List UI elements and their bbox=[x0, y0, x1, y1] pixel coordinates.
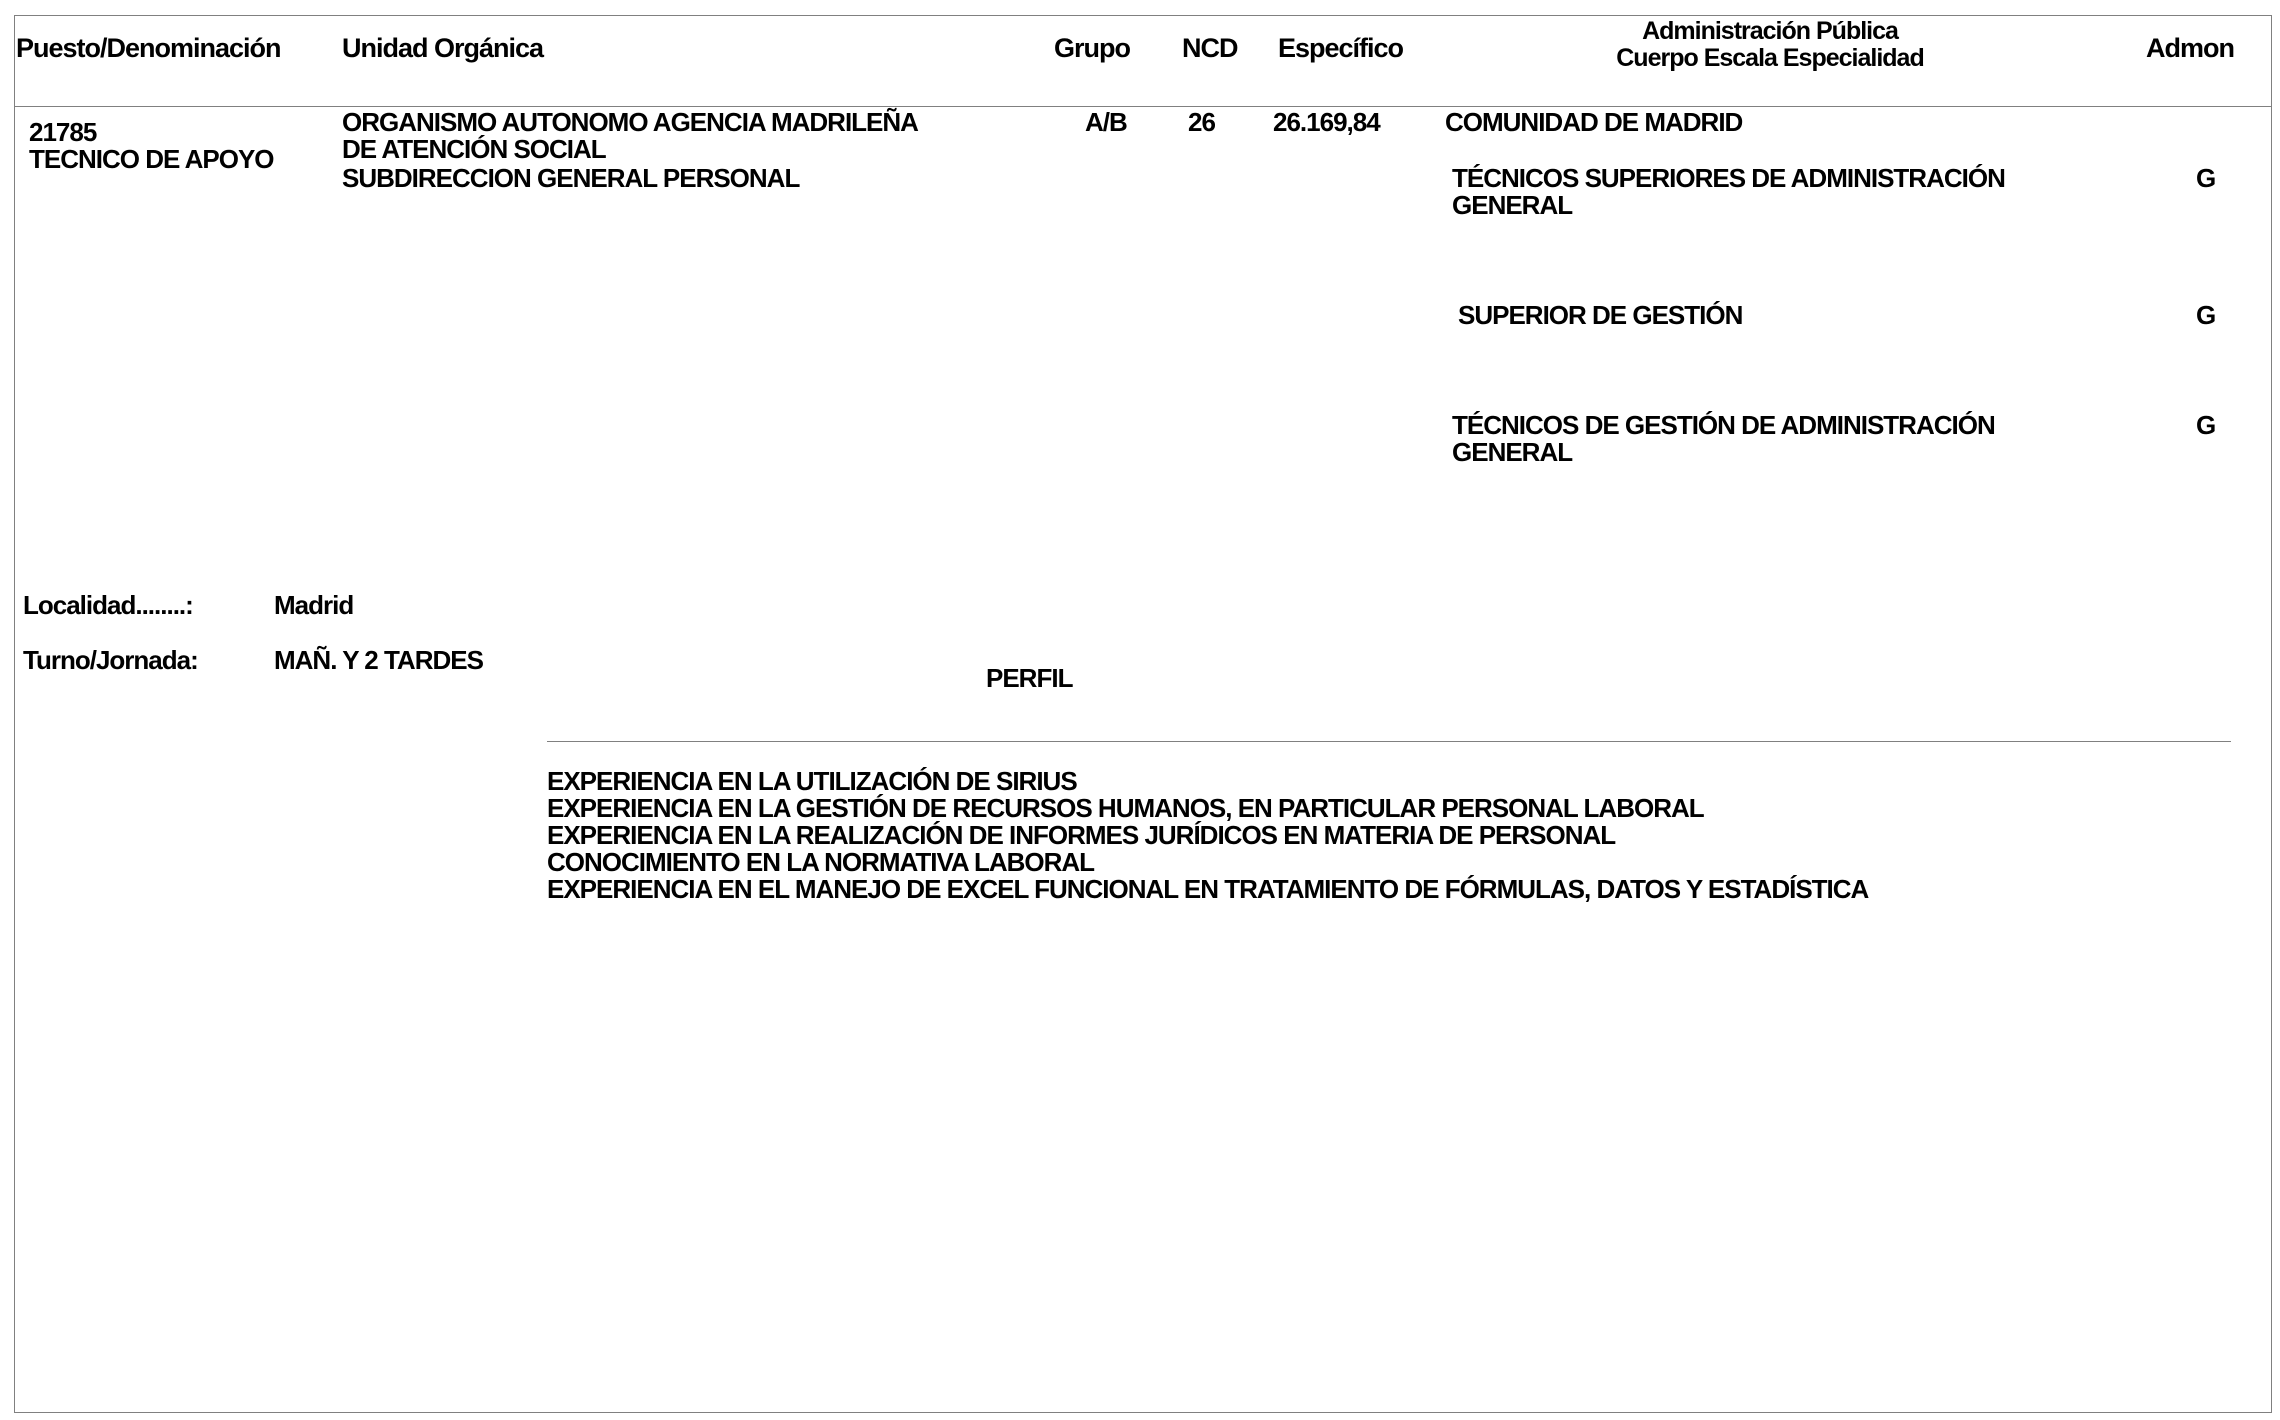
position-code: 21785 bbox=[29, 117, 97, 147]
header-especifico: Específico bbox=[1278, 33, 1404, 63]
position-title: TECNICO DE APOYO bbox=[29, 144, 274, 174]
unit-line: DE ATENCIÓN SOCIAL bbox=[342, 134, 606, 164]
unit-line: ORGANISMO AUTONOMO AGENCIA MADRILEÑA bbox=[342, 107, 918, 137]
perfil-item: EXPERIENCIA EN LA GESTIÓN DE RECURSOS HUMANOS, EN PARTICULAR PERSONAL LABORAL bbox=[547, 793, 1704, 823]
header-cuerpo-escala: Cuerpo Escala Especialidad bbox=[1616, 44, 1924, 72]
grupo-value: A/B bbox=[1085, 107, 1127, 137]
cuerpo-line: GENERAL bbox=[1452, 190, 1573, 220]
header-admon: Admon bbox=[2146, 33, 2234, 63]
document-frame bbox=[14, 15, 2272, 1413]
cuerpo-admon: G bbox=[2196, 300, 2216, 330]
header-ncd: NCD bbox=[1182, 33, 1238, 63]
perfil-item: EXPERIENCIA EN LA REALIZACIÓN DE INFORMES JURÍDICOS EN MATERIA DE PERSONAL bbox=[547, 820, 1616, 850]
localidad-label: Localidad........: bbox=[23, 590, 193, 620]
cuerpo-line: TÉCNICOS DE GESTIÓN DE ADMINISTRACIÓN bbox=[1452, 410, 1995, 440]
turno-value: MAÑ. Y 2 TARDES bbox=[274, 645, 483, 675]
cuerpo-line: SUPERIOR DE GESTIÓN bbox=[1458, 300, 1743, 330]
perfil-item: EXPERIENCIA EN EL MANEJO DE EXCEL FUNCIONAL EN TRATAMIENTO DE FÓRMULAS, DATOS Y ESTADÍSTICA bbox=[547, 874, 1869, 904]
perfil-divider bbox=[547, 741, 2231, 742]
cuerpo-admon: G bbox=[2196, 410, 2216, 440]
unit-line: SUBDIRECCION GENERAL PERSONAL bbox=[342, 163, 800, 193]
perfil-item: EXPERIENCIA EN LA UTILIZACIÓN DE SIRIUS bbox=[547, 766, 1077, 796]
header-unidad: Unidad Orgánica bbox=[342, 33, 544, 63]
cuerpo-admon: G bbox=[2196, 163, 2216, 193]
header-puesto: Puesto/Denominación bbox=[16, 33, 281, 63]
perfil-item: CONOCIMIENTO EN LA NORMATIVA LABORAL bbox=[547, 847, 1095, 877]
header-grupo: Grupo bbox=[1054, 33, 1130, 63]
cuerpo-line: GENERAL bbox=[1452, 437, 1573, 467]
administracion-value: COMUNIDAD DE MADRID bbox=[1445, 107, 1743, 137]
turno-label: Turno/Jornada: bbox=[23, 645, 198, 675]
ncd-value: 26 bbox=[1188, 107, 1215, 137]
especifico-value: 26.169,84 bbox=[1273, 107, 1380, 137]
header-admin-publica: Administración Pública bbox=[1642, 17, 1898, 45]
cuerpo-line: TÉCNICOS SUPERIORES DE ADMINISTRACIÓN bbox=[1452, 163, 2005, 193]
perfil-title: PERFIL bbox=[986, 663, 1073, 693]
localidad-value: Madrid bbox=[274, 590, 354, 620]
